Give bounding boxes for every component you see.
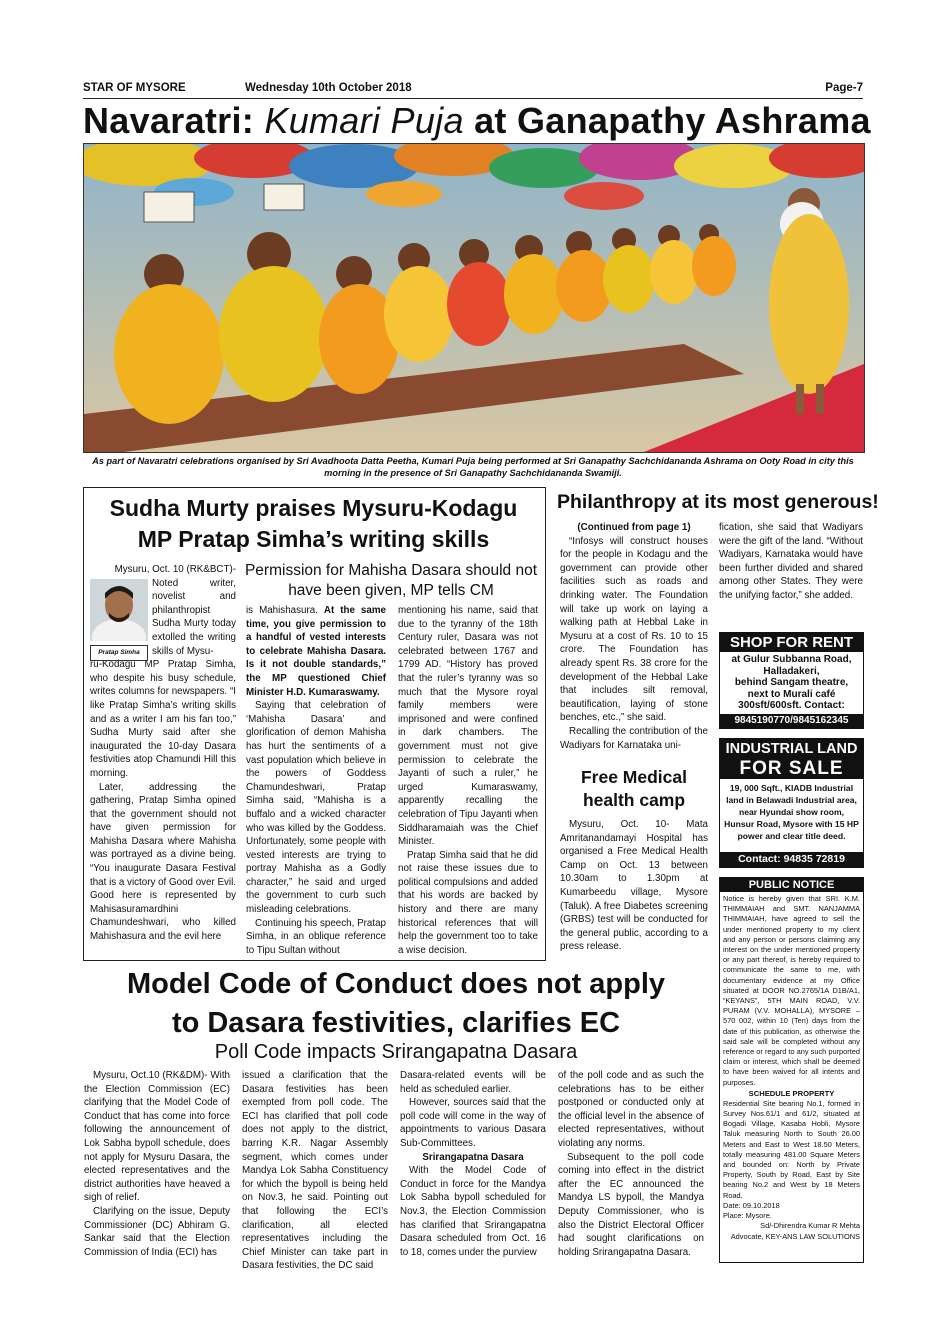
sudha-col1-p1: ru-Kodagu MP Pratap Simha, who despite his busy schedule, writes columns for newspapers. “I like Pratap Simha’s writing skills and as a writer I am his fan too,” Sudha Murty said after she inaugurated the 10-day Dasara festivities atop Chamundi Hill this morning.: [90, 659, 236, 779]
ec-col1-p2: Clarifying on the issue, Deputy Commissioner (DC) Abhiram G. Sankar said that the Election Commission of India (ECI) has: [84, 1205, 230, 1258]
ec-col-1: [84, 1069, 230, 1259]
ec-col-4: [558, 1069, 704, 1259]
philanthropy-p1: “Infosys will construct houses for the people in Kodagu and the government can provide other facilities such as roads and drinking water. The Foundation will take up work on laying a walking path at Hebbal Lake in Mysuru at a cost of Rs. 10 to 15 crore. The Foundation has already spent Rs. 38 crore for the development of the Hebbal Lake that includes silt removal, beautification, laying of stone benches, etc.,” she said.: [560, 535, 708, 724]
sudha-col3-p1: mentioning his name, said that due to the tyranny of the 18th Century ruler, Dasara was not celebrated between 1767 and 1799 AD. “History has proved that the ruler’s tyranny was so much that the Mysore royal family members were imprisoned and were confined in dark chambers. The government must not give permission to celebrate the Jayanti of such a ruler,” he urged Kumaraswamy, apparently recalling the celebration of Tipu Jayanti when Siddharamaiah was the Chief Minister.: [398, 605, 538, 848]
land-ad-title-2: FOR SALE: [720, 758, 863, 779]
ec-subhead: Poll Code impacts Srirangapatna Dasara: [214, 1041, 578, 1063]
ec-headline: [83, 965, 709, 1043]
ec-col2-text: issued a clarification that the Dasara festivities has been exempted from poll code. The ECI has clarified that poll code does not apply to the district, barring K.R. Nagar Assembly segment, which comes under Mandya Lok Sabha Constituency for which the bypoll is being held on Nov.3, he said. Pointing out that following the ECI’s clarification, all elected representatives including the Chief Minister can take part in Dasara festivities, the DC said: [242, 1070, 388, 1272]
sudha-col1-p2: Later, addressing the gathering, Pratap Simha opined that the government should not have given permission for Mahisha Dasara where Mahisha was portrayed as a divine being. “You inaugurate Dasara Festival that is a victory of Good over Evil. Good here is represented by Mahisasuramardhini Chamundeshwari, who killed Mahishasura and the evil here: [90, 781, 236, 943]
philanthropy-continued: (Continued from page 1): [577, 522, 691, 533]
sudha-headline-line-2: MP Pratap Simha’s writing skills: [137, 526, 490, 552]
notice-sign-1: Sd/-Dhirendra Kumar R Mehta: [760, 1221, 860, 1231]
lead-photo-caption: As part of Navaratri celebrations organised by Sri Avadhoota Datta Peetha, Kumari Puja being performed at Sri Ganapathy Sachchidananda Ashrama on Ooty Road in city this morning in the presence of Sri Ganapathy Sachchidananda Swamiji.: [92, 456, 854, 478]
land-ad-contact: Contact: 94835 72819: [720, 852, 863, 867]
pratap-simha-photo: [90, 579, 148, 657]
notice-sign-2: Advocate, KEY-ANS LAW SOLUTIONS: [730, 1231, 860, 1241]
sudha-subhead: Permission for Mahisha Dasara should not have been given, MP tells CM: [244, 562, 538, 599]
lead-photo: [83, 143, 865, 453]
sudha-dateline: Mysuru, Oct. 10 (RK&BCT)-: [114, 564, 236, 575]
public-notice-ad: [719, 877, 864, 1263]
notice-title: PUBLIC NOTICE: [720, 878, 863, 892]
medical-headline: [560, 766, 708, 812]
ec-headline-line-1: Model Code of Conduct does not apply: [126, 968, 666, 1000]
medical-headline-line-1: Free Medical: [580, 767, 688, 787]
ec-col3-b: However, sources said that the poll code will come in the way of appointments to various Dasara Sub-Committees.: [400, 1097, 546, 1149]
notice-place: Place: Mysore.: [723, 1211, 772, 1221]
ec-col-2: [242, 1069, 388, 1273]
medical-body-column: [560, 818, 708, 954]
sudha-col2-lead: is Mahishasura.: [246, 605, 318, 616]
shop-ad-line-3: behind Sangam theatre,: [734, 677, 849, 688]
issue-date: Wednesday 10th October 2018: [245, 82, 412, 94]
sudha-col2-p1: Saying that celebration of ‘Mahisha Dasara’ and glorification of demon Mahisha has hurt the sentiments of a vast population which believe in the powers of Goddess Chamundeshwari, Pratap Simha said, “Mahisha is a buffalo and a wicked character who was killed by the Goddess. Unfortunately, some people with vested interests are trying to portray Mahisha as a Godly character,” he said and urged the government to curb such misleading celebrations.: [246, 700, 386, 916]
shop-ad-phone: 9845190770/9845162345: [720, 714, 863, 728]
portrait-image: [90, 579, 148, 641]
ec-col3-c: With the Model Code of Conduct in force for the Mandya Lok Sabha bypoll scheduled for Nov.3, the Election Commission has clarified that Srirangapatna Dasara scheduled from Oct. 16 to 18, comes under the purview: [400, 1165, 546, 1258]
shop-ad-line-5: 300sft/600sft. Contact:: [738, 700, 845, 711]
philanthropy-col2-text: fication, she said that Wadiyars were the gift of the land. “Without Wadiyars, Karnataka would have been further divided and shared among other States. They were the unifying factor,” she added.: [719, 522, 863, 601]
sudha-headline: [88, 493, 539, 555]
shop-ad-line-1: at Gulur Subbanna Road,: [731, 654, 852, 665]
philanthropy-col-2: [719, 521, 863, 603]
masthead: [83, 82, 863, 99]
sudha-headline-line-1: Sudha Murty praises Mysuru-Kodagu: [109, 495, 518, 521]
medical-body: Mysuru, Oct. 10- Mata Amritanandamayi Hospital has organised a Free Medical Health Camp on Oct. 13 between 10.30am to 1.30pm at Kumarbeedu village, Mysore (Taluk). A free Diabetes screening (GRBS) test will be conducted for the general public, according to a press release.: [560, 819, 708, 953]
sudha-col2-p2: Continuing his speech, Pratap Simha, in an oblique reference to Tipu Sultan without: [246, 917, 386, 956]
land-ad-title-1: INDUSTRIAL LAND: [720, 739, 863, 758]
land-ad-body: 19, 000 Sqft., KIADB Industrial land in Belawadi Industrial area, near Hyundai show room, Hunsur Road, Mysore with 15 HP power and clear title deed.: [724, 783, 859, 841]
sudha-col-3: [398, 604, 538, 957]
lead-headline-italic: Kumari Puja: [264, 100, 464, 141]
shop-ad-line-4: next to Murali café: [747, 688, 836, 700]
sudha-col-1: [90, 563, 236, 944]
shop-ad-title: SHOP FOR RENT: [720, 633, 863, 652]
notice-schedule: Residential Site bearing No.1, formed in Survey Nos.61/1 and 61/2, situated at Bogadi Village, Kasaba Hobli, Mysore Taluk measuring North to South 26.00 Meters and East to West 18.50 Meters, totally measuring 481.00 Square Meters and bounded on: North by Private Property, South by Road, East by Site bearing No.2 and West by 18 Meters Road.: [723, 1098, 860, 1200]
shop-ad-line-2: Halladakeri,: [763, 665, 820, 677]
ec-col-3: [400, 1069, 546, 1259]
ec-headline-line-2: to Dasara festivities, clarifies EC: [171, 1007, 621, 1039]
philanthropy-col-1: [560, 521, 708, 752]
lead-headline-part-1: Navaratri:: [83, 100, 265, 141]
sudha-col1-lead: Noted writer, novelist and philanthropist Sudha Murty today extolled the writing skills of Mysu-: [152, 577, 236, 657]
sudha-col2-bold: At the same time, you give permission to a handful of vested interests to celebrate Mahisha Dasara. Is it not double standards,” the MP questioned Chief Minister H.D. Kumaraswamy.: [246, 605, 386, 698]
philanthropy-headline: Philanthropy at its most generous!: [557, 491, 879, 513]
industrial-land-ad: [719, 738, 864, 868]
lead-headline: [83, 100, 871, 142]
notice-date: Date: 09.10.2018: [723, 1200, 780, 1210]
ec-col4-p1: of the poll code and as such the celebrations has to be either postponed or conducted only at the official level in the absence of elected representatives, without violating any norms.: [558, 1070, 704, 1149]
ec-col4-p2: Subsequent to the poll code coming into effect in the district after the EC announced the Mandya LS bypoll, the Mandya Deputy Commissioner, who is also the District Electoral Officer had sought clarifications on holding Srirangapatna Dasara.: [558, 1151, 704, 1258]
lead-headline-part-3: at Ganapathy Ashrama: [463, 100, 871, 141]
notice-schedule-title: SCHEDULE PROPERTY: [748, 1088, 835, 1098]
sudha-col-2: [246, 604, 386, 957]
ec-col3-a: Dasara-related events will be held as scheduled earlier.: [400, 1070, 546, 1095]
ec-col1-p1: Mysuru, Oct.10 (RK&DM)- With the Election Commission (EC) clarifying that the Model Code of Conduct that has come into force following the announcement of Lok Sabha bypoll schedule, does not apply for Mysuru Dasara, the elected representatives and the district authorities have heaved a sigh of relief.: [84, 1070, 230, 1204]
medical-headline-line-2: health camp: [582, 790, 686, 810]
page-number: Page-7: [825, 82, 863, 94]
philanthropy-p2: Recalling the contribution of the Wadiyars for Karnataka uni-: [560, 725, 708, 751]
paper-name: STAR OF MYSORE: [83, 82, 186, 94]
notice-body: Notice is hereby given that SRI. K.M. THIMMAIAH and SMT. NANJAMMA THIMMAIAH, have agreed to sell the under mentioned property to my client and any person or persons claiming any interest on the under mentioned property or any part thereof, is hereby required to communicate the same to me, with documentary evidence at my Office situated at DOOR NO.2765/1A D1B/A1, “KEYANS”, 5TH MAIN ROAD, V.V. PURAM (V.V. MOHALLA), MYSORE – 570 002, within 10 (Ten) days from the date of this publication, as otherwise the said sale will be completed without any reference or regard to any such purported claim or interest, which shall be deemed to have been waived for all intents and purposes.: [723, 894, 860, 1087]
shop-for-rent-ad: [719, 632, 864, 729]
ec-col3-subhead: Srirangapatna Dasara: [422, 1151, 524, 1163]
pratap-simha-photo-caption: Pratap Simha: [90, 645, 148, 661]
sudha-col3-p2: Pratap Simha said that he did not raise these issues due to political compulsions and added that his words are backed by history and there are many historical references that will help the government too to take a wise decision.: [398, 849, 538, 956]
kumari-puja-illustration: [84, 144, 864, 452]
